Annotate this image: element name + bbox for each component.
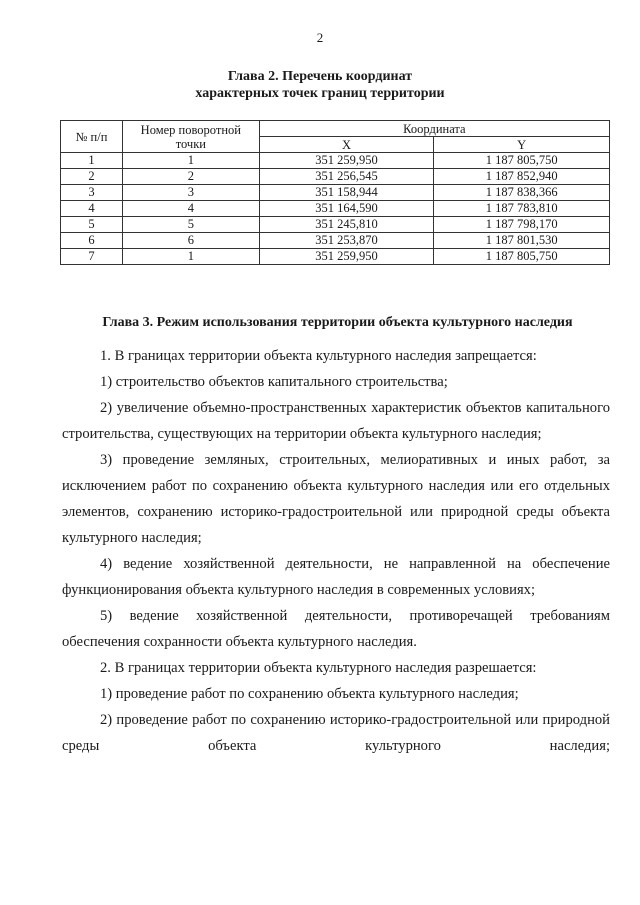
cell-x: 351 256,545 xyxy=(259,169,434,185)
table-row xyxy=(61,169,610,185)
paragraph: 4) ведение хозяйственной деятельности, не направленной на обеспечение функционирования объекта культурного наследия в современных условиях; xyxy=(62,556,610,598)
cell-x: 351 158,944 xyxy=(259,185,434,201)
cell-number: 3 xyxy=(61,185,123,201)
paragraph: 1) строительство объектов капитального строительства; xyxy=(100,374,448,390)
header-number: № п/п xyxy=(61,121,123,153)
cell-number: 6 xyxy=(61,233,123,249)
header-x: X xyxy=(259,137,434,153)
table-row xyxy=(61,249,610,265)
paragraph: 1. В границах территории объекта культурного наследия запрещается: xyxy=(100,348,537,364)
header-point: Номер поворотной точки xyxy=(122,121,259,153)
cell-point: 4 xyxy=(122,201,259,217)
header-y: Y xyxy=(434,137,610,153)
cell-x: 351 164,590 xyxy=(259,201,434,217)
cell-y: 1 187 838,366 xyxy=(434,185,610,201)
paragraph: 5) ведение хозяйственной деятельности, противоречащей требованиям обеспечения сохранности объекта культурного наследия. xyxy=(62,608,610,650)
cell-x: 351 259,950 xyxy=(259,153,434,169)
paragraph: 2) увеличение объемно-пространственных характеристик объектов капитального строительства, существующих на территории объекта культурного наследия; xyxy=(62,400,610,442)
cell-x: 351 253,870 xyxy=(259,233,434,249)
cell-point: 5 xyxy=(122,217,259,233)
page-number: 2 xyxy=(316,30,324,45)
chapter-2-title-line1: Глава 2. Перечень координат xyxy=(227,69,413,84)
table-row xyxy=(61,217,610,233)
chapter-2-title-line2: характерных точек границ территории xyxy=(195,86,445,101)
paragraph: 2) проведение работ по сохранению историко-градостроительной или природной среды объекта культурного наследия; xyxy=(62,712,610,754)
chapter-3-body xyxy=(62,343,610,759)
cell-y: 1 187 798,170 xyxy=(434,217,610,233)
paragraph: 1) проведение работ по сохранению объекта культурного наследия; xyxy=(100,686,519,702)
paragraph: 3) проведение земляных, строительных, мелиоративных и иных работ, за исключением работ по сохранению объекта культурного наследия или его отдельных элементов, сохранению историко-градостроительной или природной среды объекта культурного наследия; xyxy=(62,452,610,546)
cell-y: 1 187 801,530 xyxy=(434,233,610,249)
table-row xyxy=(61,153,610,169)
cell-point: 6 xyxy=(122,233,259,249)
cell-number: 1 xyxy=(61,153,123,169)
table-row xyxy=(61,233,610,249)
table-row xyxy=(61,185,610,201)
cell-y: 1 187 852,940 xyxy=(434,169,610,185)
cell-x: 351 259,950 xyxy=(259,249,434,265)
cell-number: 5 xyxy=(61,217,123,233)
paragraph: 2. В границах территории объекта культурного наследия разрешается: xyxy=(100,660,537,676)
cell-point: 3 xyxy=(122,185,259,201)
chapter-2-title xyxy=(0,68,640,102)
cell-y: 1 187 783,810 xyxy=(434,201,610,217)
header-coordinates: Координата xyxy=(259,121,609,137)
cell-x: 351 245,810 xyxy=(259,217,434,233)
cell-point: 1 xyxy=(122,249,259,265)
cell-number: 4 xyxy=(61,201,123,217)
table-row xyxy=(61,201,610,217)
cell-y: 1 187 805,750 xyxy=(434,249,610,265)
cell-number: 7 xyxy=(61,249,123,265)
chapter-3-title: Глава 3. Режим использования территории объекта культурного наследия xyxy=(102,315,573,330)
cell-point: 1 xyxy=(122,153,259,169)
cell-number: 2 xyxy=(61,169,123,185)
coordinates-table xyxy=(60,120,610,265)
cell-point: 2 xyxy=(122,169,259,185)
cell-y: 1 187 805,750 xyxy=(434,153,610,169)
